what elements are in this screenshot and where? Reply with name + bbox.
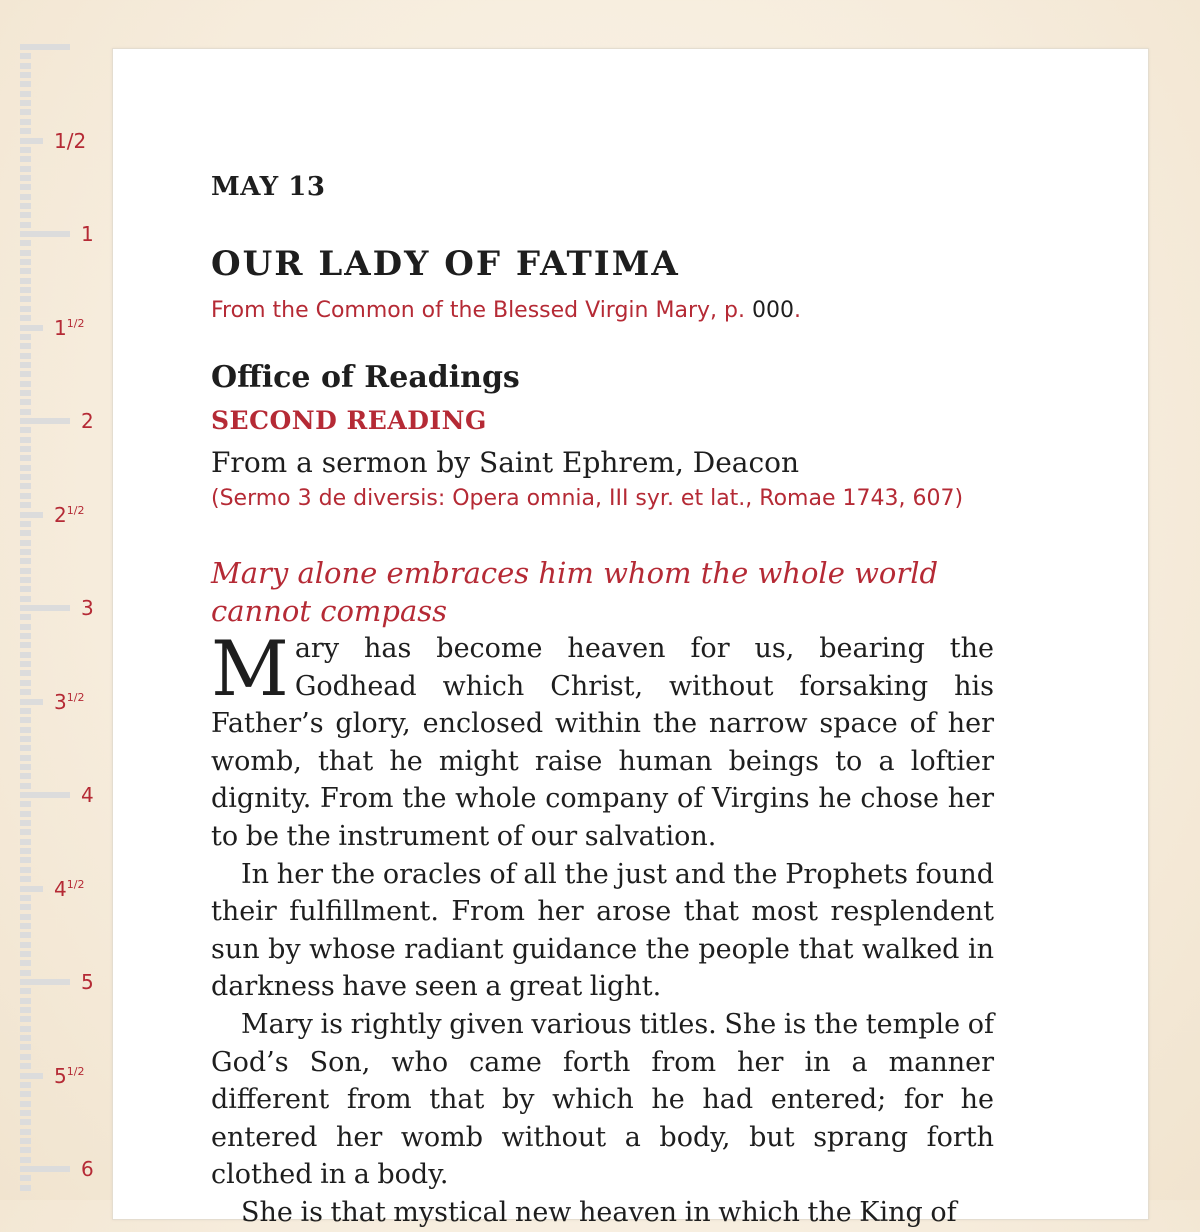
ruler-tick [20,923,31,929]
ruler-tick [20,1147,31,1153]
ruler-tick [20,1166,70,1172]
ruler-tick [20,699,43,705]
ruler-tick [20,362,31,368]
ruler-tick [20,409,31,415]
ruler-tick [20,175,31,181]
ruler-tick [20,614,31,620]
ruler-tick [20,951,31,957]
ruler-label: $5^{1/2}$ [54,1063,85,1088]
ruler-tick [20,44,70,50]
ruler-tick [20,502,31,508]
ruler-tick [20,988,31,994]
reading-body [211,624,994,1232]
ruler-tick [20,904,31,910]
ruler-tick [20,1129,31,1135]
feast-title: OUR LADY OF FATIMA [211,244,680,284]
drop-cap: M [211,624,289,713]
ruler-tick [20,1007,31,1013]
ruler-tick [20,1054,31,1060]
ruler-tick [20,493,31,499]
ruler-tick [20,100,31,106]
ruler-tick [20,315,31,321]
office-title: Office of Readings [211,360,520,395]
ruler-tick [20,1119,31,1125]
ruler-tick [20,390,31,396]
ruler-tick [20,970,31,976]
ruler-label: $2^{1/2}$ [54,502,85,527]
ruler-tick [20,605,70,611]
ruler-tick [20,334,31,340]
ruler-label: 1/2 [54,128,87,153]
reading-heading: Mary alone embraces him whom the whole world cannot compass [211,556,939,628]
ruler-tick [20,764,31,770]
ruler-tick [20,203,31,209]
ruler-tick [20,278,31,284]
ruler-tick [20,427,31,433]
ruler-tick [20,474,31,480]
ruler-tick [20,1157,31,1163]
ruler-tick [20,222,31,228]
ruler-tick [20,166,31,172]
ruler-tick [20,1044,31,1050]
ruler-tick [20,596,31,602]
ruler-label: $1^{1/2}$ [54,315,85,340]
ruler-tick [20,1110,31,1116]
reading-source: From a sermon by Saint Ephrem, Deacon [211,446,800,479]
ruler-tick [20,296,31,302]
ruler-tick [20,212,31,218]
ruler-tick [20,633,31,639]
ruler-tick [20,521,31,527]
ruler-tick [20,811,31,817]
ruler-label: 2 [81,409,94,433]
ruler-tick [20,773,31,779]
ruler-label: 6 [81,1157,94,1181]
ruler-label: 5 [81,970,94,994]
ruler-tick [20,353,31,359]
ruler-tick [20,306,31,312]
ruler-tick [20,820,31,826]
ruler-tick [20,81,31,87]
ruler-tick [20,586,31,592]
ruler-tick [20,530,31,536]
ruler-tick [20,1091,31,1097]
ruler-tick [20,1138,31,1144]
ruler-tick [20,867,31,873]
ruler-tick [20,661,31,667]
ruler-tick [20,914,31,920]
ruler-tick [20,268,31,274]
ruler-tick [20,839,31,845]
ruler-tick [20,1026,31,1032]
ruler-tick [20,446,31,452]
ruler-tick [20,147,31,153]
paragraph-4: She is that mystical new heaven in which the King of [241,1196,957,1228]
ruler-tick [20,399,31,405]
ruler-tick [20,689,31,695]
ruler-tick [20,343,31,349]
ruler-tick [20,455,31,461]
ruler-tick [20,895,31,901]
ruler-tick [20,1101,31,1107]
ruler-tick [20,1063,31,1069]
ruler-tick [20,1016,31,1022]
ruler-tick [20,483,31,489]
paragraph-1-text: ary has become heaven for us, bearing the Godhead which Christ, without forsaking his Father’s glory, enclosed within the narrow space of her womb, that he might raise human beings to a loftier dignity. From the whole company of Virgins he chose her to be the instrument of our salvation. [211,633,994,852]
ruler-tick [20,72,31,78]
ruler-tick [20,194,31,200]
ruler-tick [20,512,43,518]
ruler-tick [20,184,31,190]
ruler-label: 4 [81,783,94,807]
ruler-tick [20,465,31,471]
ruler-tick [20,1185,31,1191]
reading-label: SECOND READING [211,406,487,435]
ruler-tick [20,418,70,424]
ruler-tick [20,231,70,237]
ruler-tick [20,128,31,134]
paragraph-1 [211,624,994,856]
ruler-tick [20,745,31,751]
ruler-tick [20,942,31,948]
ruler-tick [20,727,31,733]
ruler-tick [20,932,31,938]
common-reference-period: . [793,298,801,323]
date-heading: MAY 13 [211,172,326,202]
ruler-tick [20,848,31,854]
ruler-tick [20,1073,43,1079]
ruler-tick [20,287,31,293]
ruler-tick [20,979,70,985]
ruler-label: $3^{1/2}$ [54,689,85,714]
ruler-tick [20,1035,31,1041]
ruler-tick [20,680,31,686]
ruler-tick [20,736,31,742]
ruler-tick [20,652,31,658]
paragraph-3: Mary is rightly given various titles. She is the temple of God’s Son, who came forth from her in a manner different from that by which he had entered; for he entered her womb without a body, but sprang forth clothed in a body. [211,1008,994,1191]
ruler-tick [20,960,31,966]
ruler-tick [20,558,31,564]
ruler-tick [20,540,31,546]
ruler-tick [20,717,31,723]
ruler-label: 1 [81,222,94,246]
ruler-tick [20,624,31,630]
ruler-tick [20,876,31,882]
ruler-tick [20,1082,31,1088]
ruler-tick [20,325,43,331]
ruler-tick [20,670,31,676]
ruler-tick [20,568,31,574]
ruler-tick [20,437,31,443]
ruler-tick [20,857,31,863]
ruler-tick [20,381,31,387]
ruler-tick [20,549,31,555]
ruler-tick [20,138,43,144]
ruler-tick [20,119,31,125]
common-reference [211,298,801,323]
ruler-tick [20,829,31,835]
ruler-tick [20,642,31,648]
ruler-tick [20,577,31,583]
ruler-tick [20,156,31,162]
ruler-tick [20,998,31,1004]
ruler-tick [20,250,31,256]
ruler [0,0,110,1200]
ruler-tick [20,1175,31,1181]
ruler-tick [20,708,31,714]
ruler-tick [20,63,31,69]
paragraph-2: In her the oracles of all the just and the Prophets found their fulfillment. From her arose that most resplendent sun by whose radiant guidance the people that walked in darkness have seen a great light. [211,858,994,1003]
ruler-tick [20,371,31,377]
ruler-label: 3 [81,596,94,620]
ruler-tick [20,801,31,807]
reading-citation: (Sermo 3 de diversis: Opera omnia, III syr. et lat., Romae 1743, 607) [211,486,964,511]
ruler-tick [20,783,31,789]
ruler-tick [20,240,31,246]
ruler-tick [20,109,31,115]
ruler-tick [20,886,43,892]
ruler-tick [20,792,70,798]
ruler-tick [20,259,31,265]
ruler-label: $4^{1/2}$ [54,876,85,901]
common-reference-text: From the Common of the Blessed Virgin Mary, p. [211,298,745,323]
page-reference-number: 000 [751,298,794,323]
ruler-tick [20,91,31,97]
ruler-tick [20,53,31,59]
ruler-tick [20,755,31,761]
